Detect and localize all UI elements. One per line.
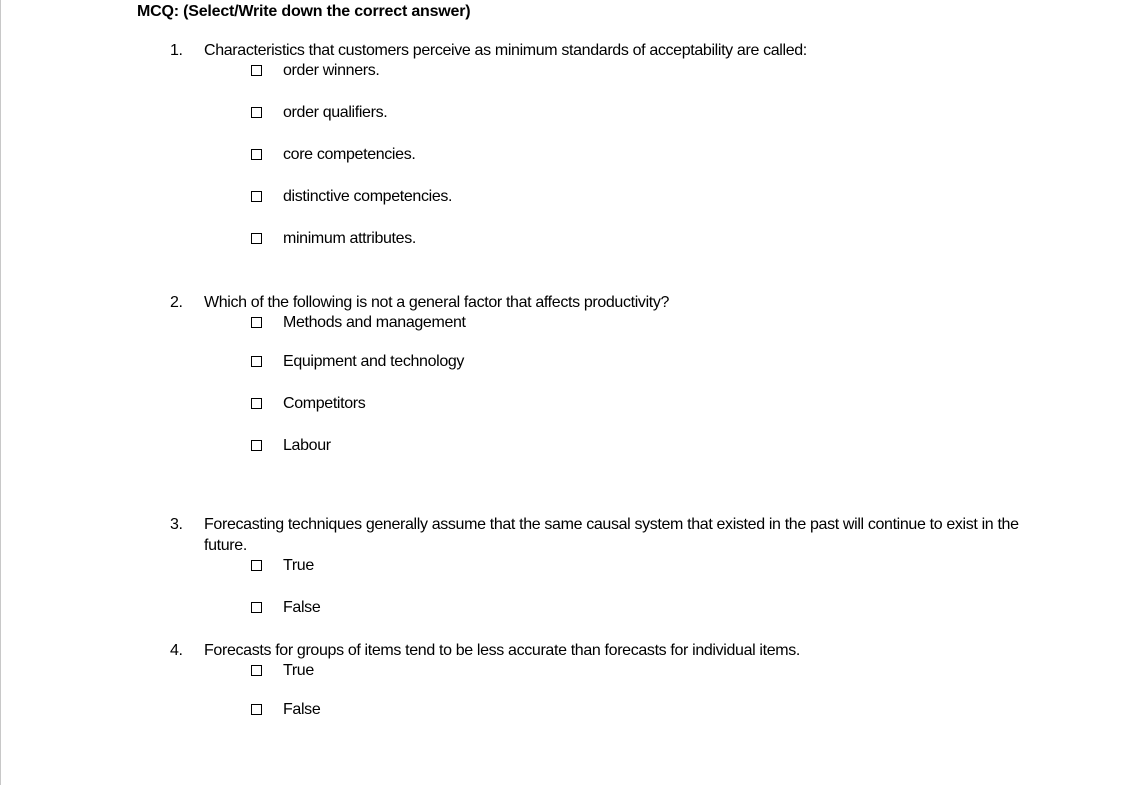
checkbox[interactable] <box>251 149 262 160</box>
option-label: False <box>283 701 321 718</box>
page-heading: MCQ: (Select/Write down the correct answer) <box>137 3 471 20</box>
question-number: 2. <box>170 294 183 311</box>
checkbox[interactable] <box>251 191 262 202</box>
checkbox[interactable] <box>251 317 262 328</box>
question-text: Characteristics that customers perceive as minimum standards of acceptability are called: <box>204 42 807 59</box>
page-left-border <box>0 0 1 785</box>
checkbox[interactable] <box>251 704 262 715</box>
checkbox[interactable] <box>251 233 262 244</box>
checkbox[interactable] <box>251 398 262 409</box>
checkbox[interactable] <box>251 107 262 118</box>
option-label: False <box>283 599 321 616</box>
option-label: Equipment and technology <box>283 353 465 370</box>
option-label: distinctive competencies. <box>283 188 453 205</box>
question-text: Which of the following is not a general factor that affects productivity? <box>204 294 670 311</box>
question-text: Forecasting techniques generally assume that the same causal system that existed in the past will continue to exist in the future. <box>204 516 1019 554</box>
option-label: minimum attributes. <box>283 230 416 247</box>
option-label: Competitors <box>283 395 366 412</box>
option-label: True <box>283 557 314 574</box>
option-label: order winners. <box>283 62 380 79</box>
option-label: core competencies. <box>283 146 416 163</box>
checkbox[interactable] <box>251 665 262 676</box>
option-label: order qualifiers. <box>283 104 388 121</box>
checkbox[interactable] <box>251 356 262 367</box>
question-number: 1. <box>170 42 183 59</box>
checkbox[interactable] <box>251 602 262 613</box>
checkbox[interactable] <box>251 560 262 571</box>
option-label: Methods and management <box>283 314 466 331</box>
question-text: Forecasts for groups of items tend to be less accurate than forecasts for individual items. <box>204 642 801 659</box>
checkbox[interactable] <box>251 65 262 76</box>
question-number: 3. <box>170 516 183 533</box>
option-label: Labour <box>283 437 331 454</box>
question-number: 4. <box>170 642 183 659</box>
option-label: True <box>283 662 314 679</box>
checkbox[interactable] <box>251 440 262 451</box>
